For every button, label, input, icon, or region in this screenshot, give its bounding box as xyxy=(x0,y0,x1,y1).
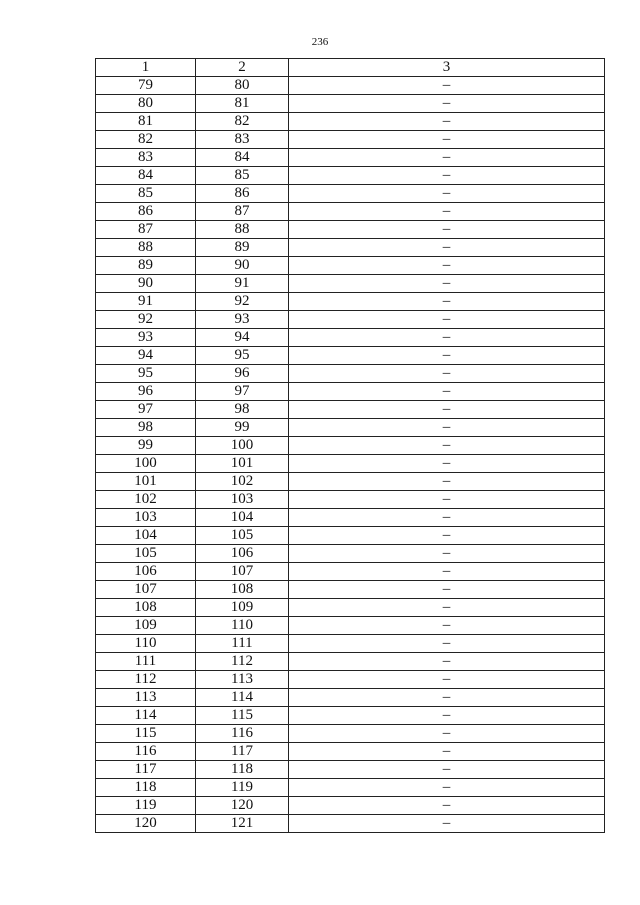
table-cell-col-3: – xyxy=(289,437,605,455)
table-cell-col-3: – xyxy=(289,617,605,635)
table-row xyxy=(96,671,605,689)
table-cell-col-1: 118 xyxy=(96,779,196,797)
table-cell-col-3: – xyxy=(289,401,605,419)
page-number: 236 xyxy=(311,36,329,48)
table-row xyxy=(96,95,605,113)
table-cell-col-2: 100 xyxy=(196,437,289,455)
table-row xyxy=(96,257,605,275)
table-row xyxy=(96,617,605,635)
table-cell-col-2: 119 xyxy=(196,779,289,797)
table-cell-col-2: 111 xyxy=(196,635,289,653)
table-row xyxy=(96,689,605,707)
table-cell-col-3: – xyxy=(289,113,605,131)
table-row xyxy=(96,149,605,167)
table-cell-col-1: 111 xyxy=(96,653,196,671)
table-row xyxy=(96,473,605,491)
table-row xyxy=(96,707,605,725)
table-cell-col-1: 103 xyxy=(96,509,196,527)
table-cell-col-2: 121 xyxy=(196,815,289,833)
table-cell-col-3: – xyxy=(289,689,605,707)
table-cell-col-3: – xyxy=(289,581,605,599)
table-row xyxy=(96,725,605,743)
table-cell-col-2: 114 xyxy=(196,689,289,707)
table-cell-col-2: 88 xyxy=(196,221,289,239)
table-row xyxy=(96,527,605,545)
table-cell-col-1: 96 xyxy=(96,383,196,401)
table-header xyxy=(96,59,605,77)
table-row xyxy=(96,797,605,815)
table-cell-col-2: 107 xyxy=(196,563,289,581)
table-row xyxy=(96,437,605,455)
table-cell-col-3: – xyxy=(289,347,605,365)
table-cell-col-3: – xyxy=(289,455,605,473)
table-cell-col-1: 82 xyxy=(96,131,196,149)
table-cell-col-2: 83 xyxy=(196,131,289,149)
table-cell-col-2: 84 xyxy=(196,149,289,167)
table-cell-col-1: 119 xyxy=(96,797,196,815)
table-row xyxy=(96,419,605,437)
table-row xyxy=(96,347,605,365)
table-cell-col-3: – xyxy=(289,509,605,527)
table-cell-col-1: 105 xyxy=(96,545,196,563)
table-cell-col-2: 116 xyxy=(196,725,289,743)
table-row xyxy=(96,509,605,527)
table-cell-col-2: 110 xyxy=(196,617,289,635)
table-row xyxy=(96,203,605,221)
table-row xyxy=(96,221,605,239)
table-cell-col-1: 100 xyxy=(96,455,196,473)
table-cell-col-1: 91 xyxy=(96,293,196,311)
table-cell-col-2: 85 xyxy=(196,167,289,185)
table-cell-col-3: – xyxy=(289,185,605,203)
table-cell-col-2: 93 xyxy=(196,311,289,329)
table-cell-col-3: – xyxy=(289,257,605,275)
table-cell-col-1: 90 xyxy=(96,275,196,293)
column-header-2: 2 xyxy=(196,59,289,77)
table-row xyxy=(96,293,605,311)
table-cell-col-3: – xyxy=(289,599,605,617)
table-row xyxy=(96,815,605,833)
table-cell-col-2: 97 xyxy=(196,383,289,401)
table-cell-col-2: 101 xyxy=(196,455,289,473)
table-row xyxy=(96,545,605,563)
table-cell-col-3: – xyxy=(289,725,605,743)
table-cell-col-2: 82 xyxy=(196,113,289,131)
table-cell-col-2: 104 xyxy=(196,509,289,527)
table-cell-col-1: 112 xyxy=(96,671,196,689)
table-cell-col-3: – xyxy=(289,527,605,545)
table-cell-col-3: – xyxy=(289,275,605,293)
table-cell-col-2: 105 xyxy=(196,527,289,545)
table-cell-col-3: – xyxy=(289,491,605,509)
table-cell-col-3: – xyxy=(289,383,605,401)
table-cell-col-2: 113 xyxy=(196,671,289,689)
table-cell-col-3: – xyxy=(289,635,605,653)
table-cell-col-2: 108 xyxy=(196,581,289,599)
table-cell-col-3: – xyxy=(289,545,605,563)
table-cell-col-1: 117 xyxy=(96,761,196,779)
table-cell-col-3: – xyxy=(289,419,605,437)
table-cell-col-1: 86 xyxy=(96,203,196,221)
table-cell-col-2: 109 xyxy=(196,599,289,617)
column-header-1: 1 xyxy=(96,59,196,77)
table-row xyxy=(96,401,605,419)
table-cell-col-3: – xyxy=(289,563,605,581)
table-row xyxy=(96,329,605,347)
table-row xyxy=(96,131,605,149)
table-row xyxy=(96,113,605,131)
table-row xyxy=(96,563,605,581)
table-cell-col-2: 98 xyxy=(196,401,289,419)
table-cell-col-1: 106 xyxy=(96,563,196,581)
table-row xyxy=(96,275,605,293)
table-row xyxy=(96,77,605,95)
table-cell-col-1: 79 xyxy=(96,77,196,95)
table-cell-col-3: – xyxy=(289,221,605,239)
table-cell-col-2: 96 xyxy=(196,365,289,383)
table-cell-col-1: 85 xyxy=(96,185,196,203)
table-row xyxy=(96,167,605,185)
table-cell-col-3: – xyxy=(289,293,605,311)
table-cell-col-1: 115 xyxy=(96,725,196,743)
table-row xyxy=(96,185,605,203)
table-cell-col-2: 118 xyxy=(196,761,289,779)
table-body xyxy=(96,77,605,833)
table-cell-col-3: – xyxy=(289,95,605,113)
table-row xyxy=(96,491,605,509)
table-cell-col-2: 120 xyxy=(196,797,289,815)
table-cell-col-3: – xyxy=(289,77,605,95)
table-row xyxy=(96,311,605,329)
table-row xyxy=(96,653,605,671)
table-cell-col-2: 91 xyxy=(196,275,289,293)
table-cell-col-1: 114 xyxy=(96,707,196,725)
table-cell-col-1: 116 xyxy=(96,743,196,761)
table-cell-col-2: 87 xyxy=(196,203,289,221)
column-header-3: 3 xyxy=(289,59,605,77)
table-cell-col-1: 110 xyxy=(96,635,196,653)
table-row xyxy=(96,599,605,617)
table-cell-col-3: – xyxy=(289,203,605,221)
table-cell-col-3: – xyxy=(289,707,605,725)
table-cell-col-3: – xyxy=(289,815,605,833)
table-row xyxy=(96,383,605,401)
table-cell-col-2: 89 xyxy=(196,239,289,257)
table-cell-col-2: 115 xyxy=(196,707,289,725)
table-cell-col-3: – xyxy=(289,671,605,689)
table-cell-col-3: – xyxy=(289,797,605,815)
table-cell-col-1: 109 xyxy=(96,617,196,635)
table-cell-col-1: 81 xyxy=(96,113,196,131)
table-cell-col-3: – xyxy=(289,779,605,797)
table-cell-col-2: 112 xyxy=(196,653,289,671)
table-cell-col-1: 98 xyxy=(96,419,196,437)
table-cell-col-1: 94 xyxy=(96,347,196,365)
table-cell-col-1: 87 xyxy=(96,221,196,239)
table-cell-col-2: 95 xyxy=(196,347,289,365)
table-cell-col-3: – xyxy=(289,329,605,347)
table-cell-col-2: 106 xyxy=(196,545,289,563)
table-cell-col-2: 86 xyxy=(196,185,289,203)
table-cell-col-2: 81 xyxy=(196,95,289,113)
data-table xyxy=(95,58,605,833)
table-cell-col-2: 80 xyxy=(196,77,289,95)
table-cell-col-1: 83 xyxy=(96,149,196,167)
table-cell-col-1: 95 xyxy=(96,365,196,383)
table-cell-col-2: 92 xyxy=(196,293,289,311)
table-row xyxy=(96,581,605,599)
table-cell-col-3: – xyxy=(289,761,605,779)
table-cell-col-1: 102 xyxy=(96,491,196,509)
table-cell-col-3: – xyxy=(289,473,605,491)
table-cell-col-1: 104 xyxy=(96,527,196,545)
table-cell-col-1: 101 xyxy=(96,473,196,491)
table-cell-col-1: 108 xyxy=(96,599,196,617)
table-row xyxy=(96,779,605,797)
table-cell-col-3: – xyxy=(289,743,605,761)
table-cell-col-3: – xyxy=(289,167,605,185)
table-row xyxy=(96,239,605,257)
table-cell-col-2: 102 xyxy=(196,473,289,491)
table-cell-col-3: – xyxy=(289,365,605,383)
table-cell-col-2: 117 xyxy=(196,743,289,761)
table-cell-col-1: 88 xyxy=(96,239,196,257)
table-cell-col-1: 120 xyxy=(96,815,196,833)
table-cell-col-1: 84 xyxy=(96,167,196,185)
table-cell-col-3: – xyxy=(289,239,605,257)
header-row xyxy=(96,59,605,77)
table-cell-col-1: 99 xyxy=(96,437,196,455)
table-cell-col-2: 103 xyxy=(196,491,289,509)
table-row xyxy=(96,743,605,761)
table-cell-col-1: 92 xyxy=(96,311,196,329)
table-cell-col-3: – xyxy=(289,149,605,167)
table-cell-col-1: 93 xyxy=(96,329,196,347)
table-cell-col-1: 97 xyxy=(96,401,196,419)
table-cell-col-1: 80 xyxy=(96,95,196,113)
table-cell-col-1: 107 xyxy=(96,581,196,599)
table-row xyxy=(96,455,605,473)
table-cell-col-3: – xyxy=(289,653,605,671)
table-row xyxy=(96,365,605,383)
table-row xyxy=(96,635,605,653)
table-cell-col-1: 113 xyxy=(96,689,196,707)
table-cell-col-1: 89 xyxy=(96,257,196,275)
table-cell-col-3: – xyxy=(289,311,605,329)
table-row xyxy=(96,761,605,779)
table-cell-col-2: 90 xyxy=(196,257,289,275)
table-cell-col-2: 94 xyxy=(196,329,289,347)
table-cell-col-2: 99 xyxy=(196,419,289,437)
table-cell-col-3: – xyxy=(289,131,605,149)
